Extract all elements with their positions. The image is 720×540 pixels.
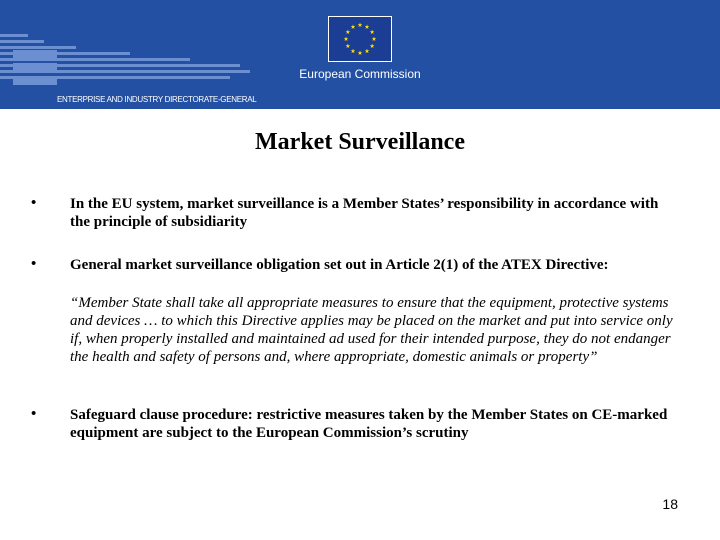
header-block	[13, 76, 57, 85]
bullet-text: In the EU system, market surveillance is a Member States’ responsibility in accordance with the principle of subsidiarity	[70, 196, 659, 230]
directive-quote: “Member State shall take all appropriate measures to ensure that the equipment, protective systems and devices … to which this Directive applies may be placed on the market and put into service only if, when properly installed and maintained ad used for their intended purpose, they do not endanger the health and safety of persons and, where appropriate, domestic animals or property”	[70, 295, 673, 365]
bullet-symbol: •	[31, 195, 37, 211]
star-icon	[372, 37, 377, 41]
star-icon	[365, 49, 370, 53]
star-icon	[358, 51, 363, 55]
bullet-text: Safeguard clause procedure: restrictive measures taken by the Member States on CE-marked equipment are subject to the European Commission’s scrutiny	[70, 407, 668, 441]
header-stripe	[0, 40, 44, 43]
star-icon	[351, 24, 356, 28]
header-block	[13, 50, 57, 59]
header-banner	[0, 0, 720, 109]
star-icon	[344, 37, 349, 41]
slide-title: Market Surveillance	[255, 129, 465, 155]
page-number: 18	[662, 496, 678, 512]
star-icon	[351, 49, 356, 53]
star-icon	[370, 44, 375, 48]
bullet-text: General market surveillance obligation set out in Article 2(1) of the ATEX Directive:	[70, 257, 609, 273]
directorate-name: ENTERPRISE AND INDUSTRY DIRECTORATE-GENERAL	[57, 95, 257, 104]
star-icon	[346, 44, 351, 48]
organization-name: European Commission	[299, 67, 421, 81]
star-icon	[358, 23, 363, 27]
bullet-symbol: •	[31, 406, 37, 422]
star-icon	[370, 30, 375, 34]
star-icon	[346, 30, 351, 34]
eu-flag-logo	[328, 16, 392, 62]
header-stripe	[0, 34, 28, 37]
eu-stars-icon	[329, 17, 391, 61]
star-icon	[365, 24, 370, 28]
header-stripe	[0, 46, 76, 49]
bullet-symbol: •	[31, 256, 37, 272]
header-block	[13, 63, 57, 72]
